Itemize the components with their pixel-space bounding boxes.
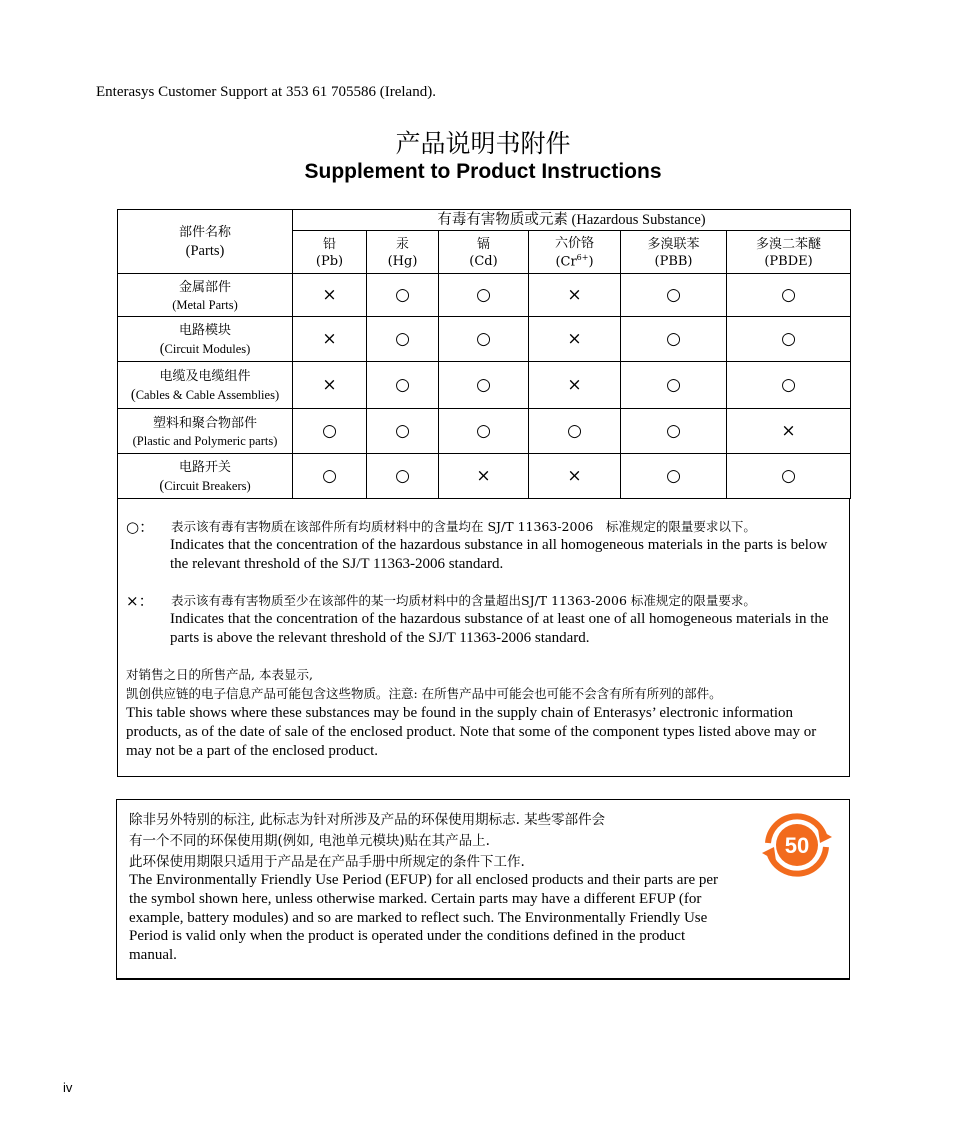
page-title-chinese: 产品说明书附件 [395, 129, 571, 158]
part-name-cell: 塑料和聚合物部件 (Plastic and Polymeric parts) [118, 409, 293, 454]
circle-note-cn: 表示该有毒有害物质在该部件所有均质材料中的含量均在 SJ/T 11363-2006 标准规定的限量要求以下。 [171, 519, 756, 534]
efup-number: 50 [784, 833, 810, 858]
mark-cell: ○ [367, 454, 439, 499]
mark-cell: ○ [727, 454, 851, 499]
disclosure-en: This table shows where these substances may be found in the supply chain of Enterasys’ electronic information products, as of the date of sale of the enclosed product. Note that some of the component types listed above may or may not be a part of the enclosed product. [126, 705, 817, 759]
page-title: Supplement to Product Instructions [304, 160, 662, 183]
part-name-cell: 电路模块 (Circuit Modules) [118, 317, 293, 362]
mark-cell: ○ [621, 274, 727, 317]
substance-header: 镉 (Cd) [439, 231, 529, 274]
efup-50-icon [760, 813, 834, 877]
table-header-row [118, 210, 851, 231]
mark-cell: × [727, 409, 851, 454]
cross-note-en: Indicates that the concentration of the hazardous substance of at least one of all homogeneous materials in the parts is above the relevant threshold of the SJ/T 11363-2006 standard. [170, 611, 829, 646]
table-row [118, 317, 851, 362]
table-notes [117, 498, 850, 777]
mark-cell: ○ [439, 362, 529, 409]
mark-cell: ○ [529, 409, 621, 454]
cross-note-symbol: ×： [126, 592, 154, 610]
substance-header: 六价铬 $(Cr^{6+})$ [529, 231, 621, 274]
mark-cell: × [529, 454, 621, 499]
table-row [118, 362, 851, 409]
substance-header: 多溴联苯 (PBB) [621, 231, 727, 274]
mark-cell: ○ [293, 454, 367, 499]
mark-cell: ○ [621, 454, 727, 499]
page-number: iv [63, 1080, 73, 1095]
mark-cell: ○ [439, 317, 529, 362]
table-row [118, 454, 851, 499]
mark-cell: ○ [293, 409, 367, 454]
mark-cell: ○ [439, 409, 529, 454]
substance-header: 汞 (Hg) [367, 231, 439, 274]
substance-header: 铅 (Pb) [293, 231, 367, 274]
parts-header-cn: 部件名称 [178, 225, 231, 240]
efup-en: The Environmentally Friendly Use Period (EFUP) for all enclosed products and their parts are per the symbol shown here, unless otherwise marked. Certain parts may have a different EFUP (for example, battery modules) and so are marked to reflect such. The Environmentally Friendly Use Period is valid only when the product is operated under the conditions defined in the product manual. [129, 872, 719, 964]
mark-cell: ○ [727, 274, 851, 317]
mark-cell: × [439, 454, 529, 499]
table-row [118, 409, 851, 454]
circle-note-en: Indicates that the concentration of the hazardous substance in all homogeneous materials in the parts is below the relevant threshold of the SJ/T 11363-2006 standard. [170, 537, 828, 572]
mark-cell: ○ [727, 317, 851, 362]
circle-note-symbol: ○： [126, 518, 155, 536]
mark-cell: × [293, 317, 367, 362]
mark-cell: ○ [367, 409, 439, 454]
part-name-cell: 电路开关 (Circuit Breakers) [118, 454, 293, 499]
mark-cell: ○ [621, 409, 727, 454]
part-name-cell: 电缆及电缆组件 (Cables & Cable Assemblies) [118, 362, 293, 409]
mark-cell: × [529, 362, 621, 409]
efup-cn-line-2: 有一个不同的环保使用期(例如, 电池单元模块)贴在其产品上. [129, 833, 490, 849]
hazardous-substance-table [117, 209, 851, 499]
efup-cn-line-1: 除非另外特别的标注, 此标志为针对所涉及产品的环保使用期标志. 某些零部件会 [129, 812, 606, 828]
mark-cell: × [293, 274, 367, 317]
efup-box [116, 799, 850, 980]
disclosure-cn-line-1: 对销售之日的所售产品, 本表显示, [126, 667, 313, 682]
mark-cell: ○ [367, 274, 439, 317]
parts-header-cell [118, 210, 293, 274]
hazard-header-cell: 有毒有害物质或元素 (Hazardous Substance) [293, 210, 851, 231]
mark-cell: × [529, 274, 621, 317]
efup-cn-line-3: 此环保使用期限只适用于产品是在产品手册中所规定的条件下工作. [129, 854, 525, 870]
mark-cell: × [529, 317, 621, 362]
mark-cell: ○ [621, 362, 727, 409]
mark-cell: ○ [621, 317, 727, 362]
mark-cell: ○ [367, 317, 439, 362]
table-row [118, 274, 851, 317]
mark-cell: ○ [439, 274, 529, 317]
support-line: Enterasys Customer Support at 353 61 705586 (Ireland). [96, 84, 436, 100]
part-name-cell: 金属部件 (Metal Parts) [118, 274, 293, 317]
mark-cell: ○ [367, 362, 439, 409]
cross-note-cn: 表示该有毒有害物质至少在该部件的某一均质材料中的含量超出SJ/T 11363-2006 标准规定的限量要求。 [171, 593, 756, 608]
disclosure-cn-line-2: 凯创供应链的电子信息产品可能包含这些物质。注意: 在所售产品中可能会也可能不会含有所有所列的部件。 [126, 686, 722, 701]
mark-cell: ○ [727, 362, 851, 409]
parts-header-en: (Parts) [185, 243, 225, 259]
substance-header: 多溴二苯醚 (PBDE) [727, 231, 851, 274]
mark-cell: × [293, 362, 367, 409]
